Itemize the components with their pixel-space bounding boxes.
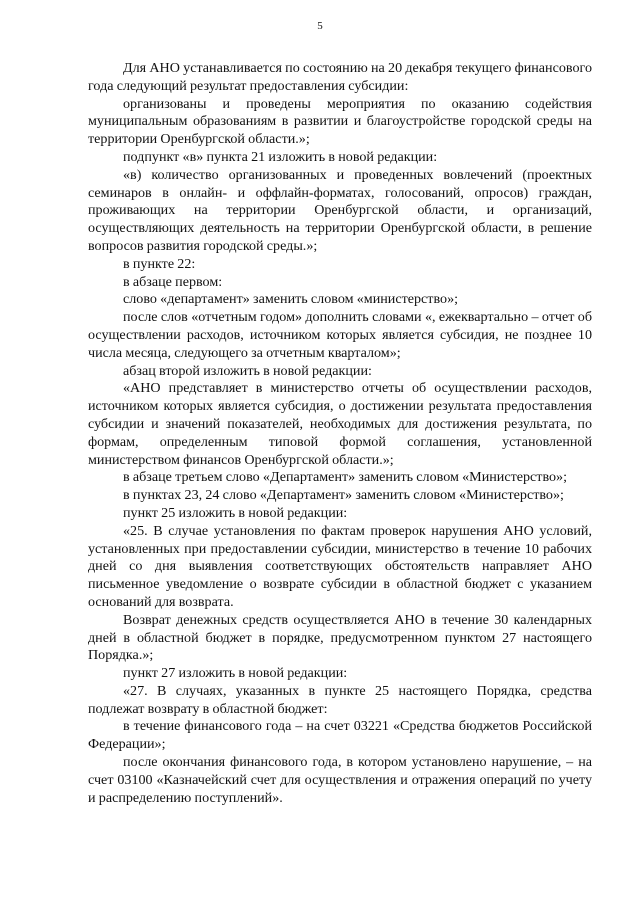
paragraph-items-23-24: в пунктах 23, 24 слово «Департамент» заменить словом «Министерство»;: [123, 487, 564, 504]
paragraph-account-03221: в течение финансового года – на счет 03221 «Средства бюджетов Российской Федерации»;: [88, 718, 592, 753]
paragraph-result-text: организованы и проведены мероприятия по оказанию содействия муниципальным образованиям в развитии и благоустройстве городской среды на территории Оренбургской области.»;: [88, 95, 592, 148]
paragraph-first-abzac: в абзаце первом:: [123, 273, 223, 290]
paragraph-item-27-text: «27. В случаях, указанных в пункте 25 настоящего Порядка, средства подлежат возврату в областной бюджет:: [88, 682, 592, 717]
paragraph-add-quarterly: после слов «отчетным годом» дополнить словами «, ежеквартально – отчет об осуществлении расходов, источником которых является субсидия, не позднее 10 числа месяца, следующего за отчетным кварталом»;: [88, 309, 592, 361]
page-number: 5: [317, 20, 323, 32]
paragraph-item-25-intro: пункт 25 изложить в новой редакции:: [123, 504, 348, 521]
paragraph-third-abzac: в абзаце третьем слово «Департамент» заменить словом «Министерство»;: [123, 469, 568, 486]
paragraph-second-abzac-intro: абзац второй изложить в новой редакции:: [123, 362, 372, 379]
paragraph-item-27-intro: пункт 27 изложить в новой редакции:: [123, 665, 348, 682]
paragraph-result-date: Для АНО устанавливается по состоянию на 20 декабря текущего финансового года следующий результат предоставления субсидии:: [88, 60, 592, 94]
paragraph-replace-word: слово «департамент» заменить словом «министерство»;: [123, 291, 459, 308]
paragraph-subitem-v-text: «в) количество организованных и проведенных вовлечений (проектных семинаров в онлайн- и оффлайн-форматах, голосований, опросов) граждан, проживающих на территории Оренбургской области, и организаций, осуществляющих деятельность на территории Оренбургской области, в решение вопросов развития городской среды.»;: [88, 166, 592, 254]
paragraph-refund-term: Возврат денежных средств осуществляется АНО в течение 30 календарных дней в областной бюджет в порядке, предусмотренном пунктом 27 настоящего Порядка.»;: [88, 611, 592, 664]
paragraph-item-22: в пункте 22:: [123, 255, 196, 272]
paragraph-subitem-v-intro: подпункт «в» пункта 21 изложить в новой редакции:: [123, 148, 438, 165]
paragraph-second-abzac-text: «АНО представляет в министерство отчеты об осуществлении расходов, источником которых является субсидия, о достижении результата предоставления субсидии и значений показателей, необходимых для достижения результата, по формам, определенным типовой формой соглашения, установленной министерством финансов Оренбургской области.»;: [88, 380, 592, 468]
paragraph-item-25-text: «25. В случае установления по фактам проверок нарушения АНО условий, установленных при предоставлении субсидии, министерство в течение 10 рабочих дней со дня выявления соответствующих обстоятельств направляет АНО письменное уведомление о возврате субсидии в областной бюджет с указанием оснований для возврата.: [88, 522, 592, 610]
paragraph-account-03100: после окончания финансового года, в котором установлено нарушение, – на счет 03100 «Казначейский счет для осуществления и отражения операций по учету и распределению поступлений».: [88, 754, 592, 806]
